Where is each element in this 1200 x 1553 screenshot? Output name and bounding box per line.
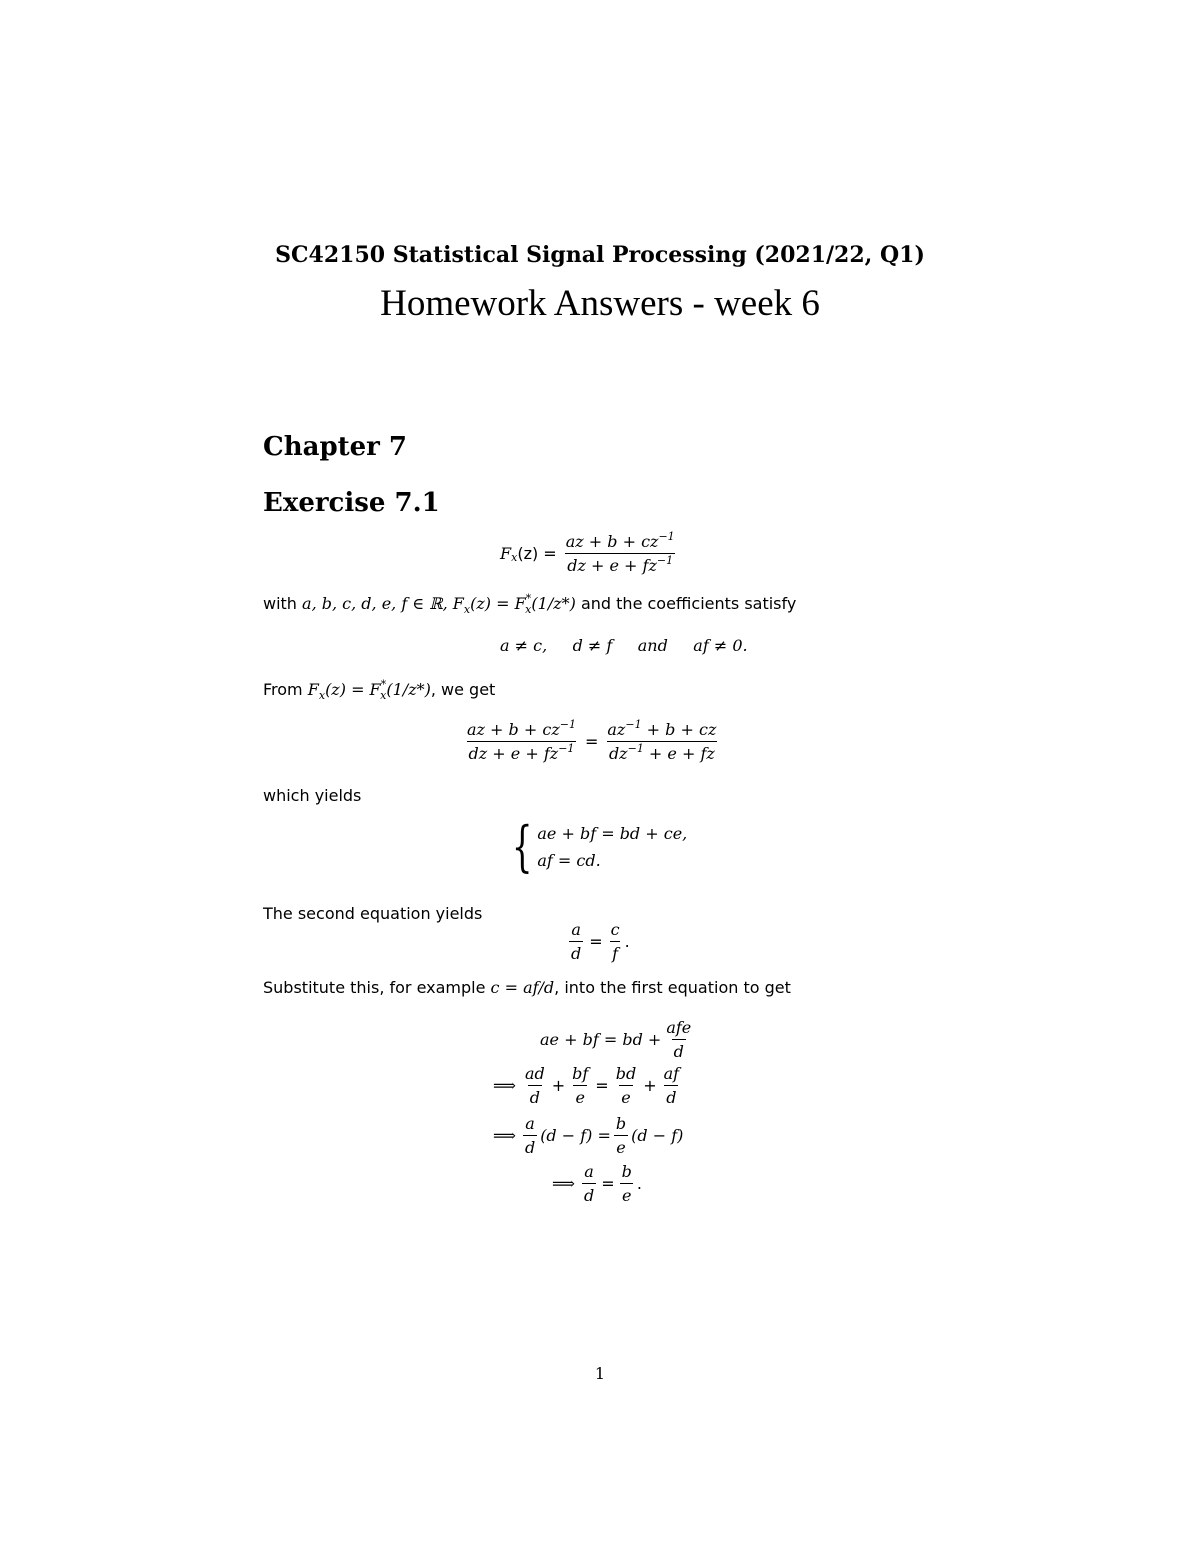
- chain-row-4: ⟹ $\frac{a}{d}$ = $\frac{b}{e}$ .: [552, 1162, 642, 1205]
- with-line: with a, b, c, d, e, f ∈ ℝ, $F_x(z) = F^*_x(1/z*)$ and the coefficients satisfy: [263, 592, 797, 616]
- substitute-line: Substitute this, for example c = af/d, into the first equation to get: [263, 978, 791, 997]
- coefficient-conditions: a ≠ c, d ≠ f and af ≠ 0.: [500, 636, 748, 655]
- implies-arrow-icon: ⟹: [493, 1126, 516, 1145]
- document-title: Homework Answers - week 6: [380, 283, 820, 324]
- which-yields-text: which yields: [263, 786, 362, 805]
- exercise-heading: Exercise 7.1: [263, 488, 440, 518]
- chapter-heading: Chapter 7: [263, 432, 408, 462]
- chain-row-2: ⟹ $\frac{ad}{d}$ + $\frac{bf}{e}$ = $\frac{bd}{e}$ + $\frac{af}{d}$: [493, 1064, 680, 1107]
- page-number: 1: [594, 1364, 606, 1383]
- brace-icon: {: [511, 815, 533, 878]
- chain-row-1: ae + bf = bd + $\frac{\text{afe}}{d}$: [540, 1018, 692, 1061]
- system-line-2: af = cd.: [537, 851, 601, 870]
- second-equation-text: The second equation yields: [263, 904, 483, 923]
- from-line: From $F_x(z) = F^*_x(1/z*)$, we get: [263, 678, 496, 702]
- course-title: SC42150 Statistical Signal Processing (2021/22, Q1): [275, 242, 925, 268]
- system-line-1: ae + bf = bd + ce,: [537, 824, 688, 843]
- implies-arrow-icon: ⟹: [552, 1174, 575, 1193]
- equation-system: [505, 815, 688, 878]
- ratio-equation: $\frac{a}{d}$ = $\frac{c}{f}$ .: [571, 920, 630, 963]
- equation-symmetry: $\frac{az + b + cz^{-1}}{dz + e + fz^{-1}}$ = $\frac{az^{-1} + b + cz}{dz^{-1} + e + fz}$: [467, 718, 717, 763]
- equation-transfer-function: F x (z) = $\frac{az + b + cz^{-1}}{dz + e + fz^{-1}}$: [500, 530, 675, 575]
- chain-row-3: ⟹ $\frac{a}{d}$ (d − f) = $\frac{b}{e}$ (d − f): [493, 1114, 684, 1157]
- implies-arrow-icon: ⟹: [493, 1076, 516, 1095]
